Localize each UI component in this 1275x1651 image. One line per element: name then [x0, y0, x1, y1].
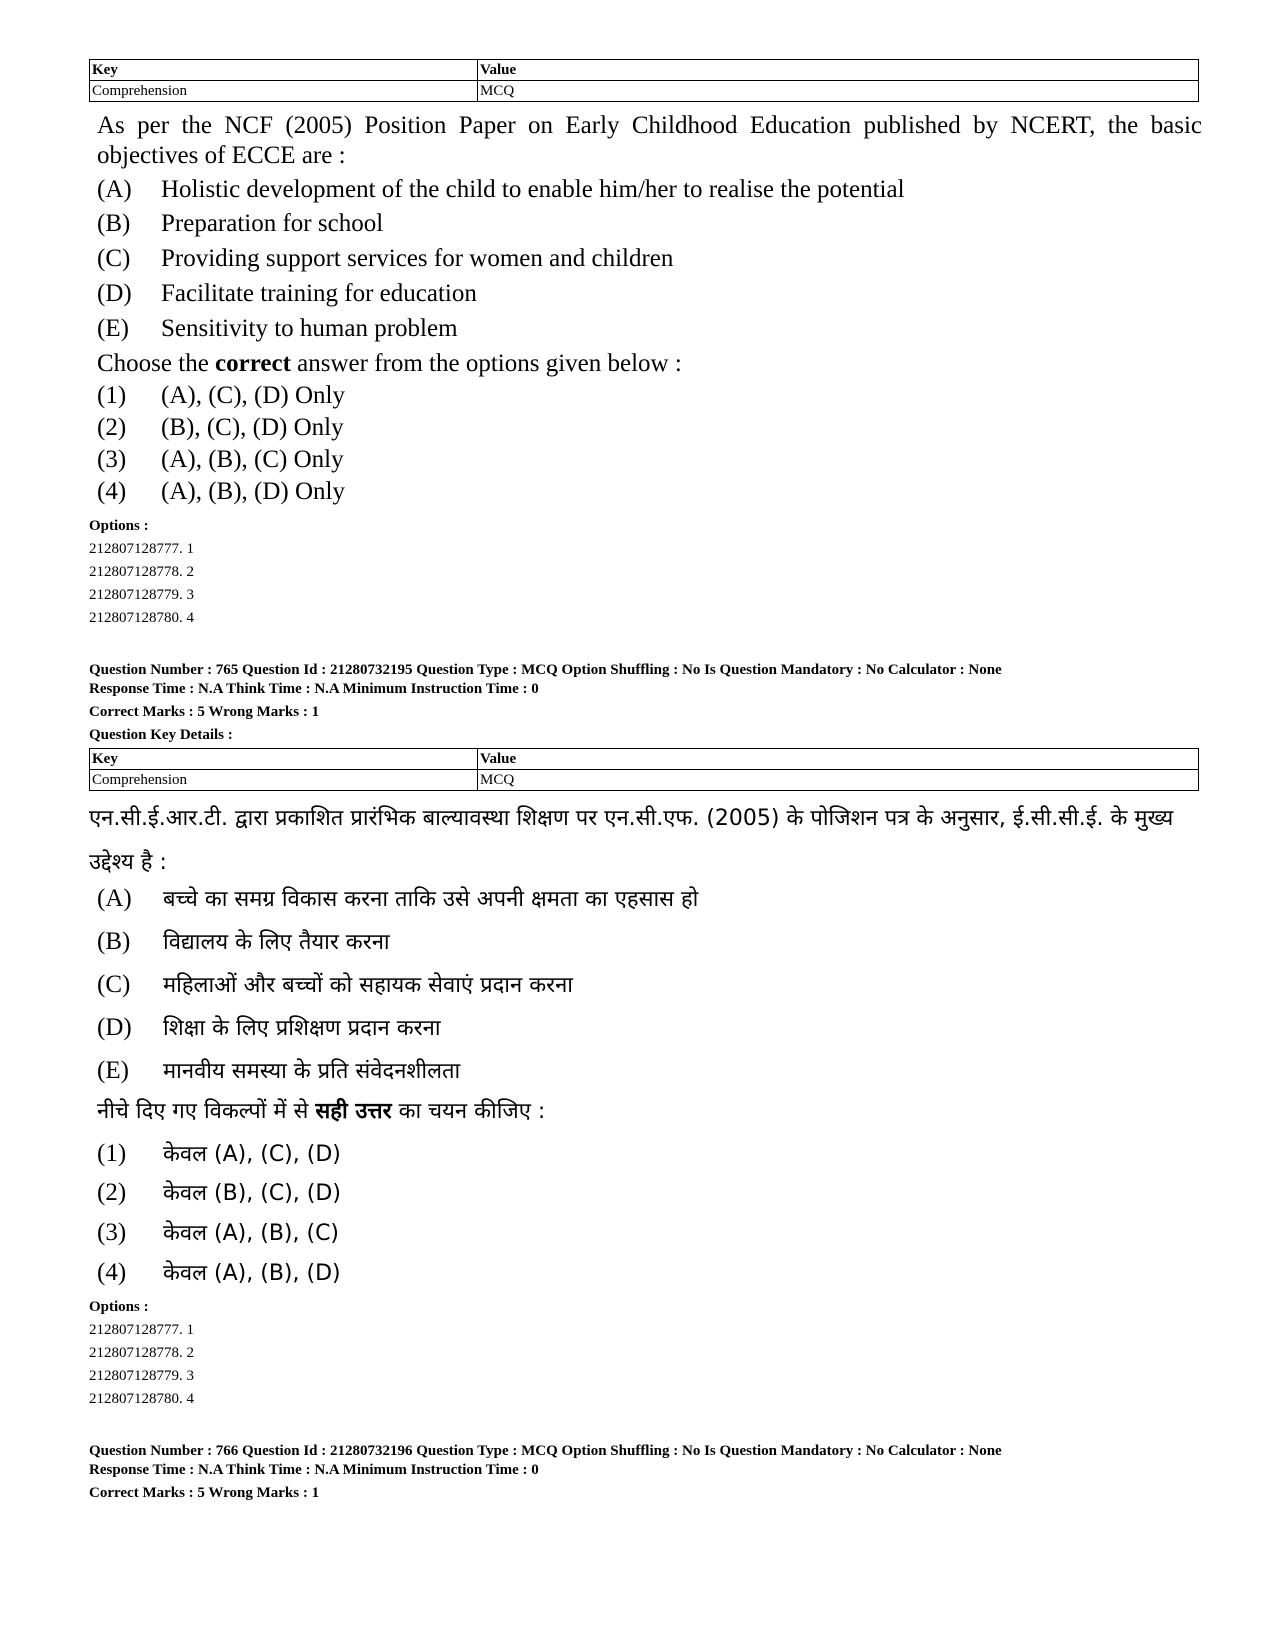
- instruction-text: Choose the: [97, 350, 216, 377]
- question-meta-line: Response Time : N.A Think Time : N.A Minimum Instruction Time : 0: [89, 1462, 539, 1478]
- statement-text: Facilitate training for education: [161, 280, 477, 307]
- choice-text: (A), (B), (C) Only: [161, 446, 344, 473]
- statement-text: Sensitivity to human problem: [161, 315, 458, 342]
- table-cell-value: MCQ: [478, 770, 1199, 791]
- question-stem-hindi: एन.सी.ई.आर.टी. द्वारा प्रकाशित प्रारंभिक बाल्यावस्था शिक्षण पर एन.सी.एफ. (2005) के पोजिशन पत्र के अनुसार, ई.सी.सी.ई. के मुख्य उद्देश्य है :: [89, 806, 1174, 875]
- options-label: Options :: [89, 518, 149, 534]
- table-row: [90, 770, 1199, 791]
- option-id: 212807128777. 1: [89, 541, 194, 557]
- question-meta-line: Question Number : 765 Question Id : 21280732195 Question Type : MCQ Option Shuffling : No Is Question Mandatory : No Calculator : None: [89, 662, 1002, 678]
- choice-4: [97, 477, 345, 507]
- choice-text: केवल (B), (C), (D): [163, 1181, 341, 1206]
- statement-label: (B): [97, 928, 131, 955]
- choice-2: [97, 1178, 341, 1209]
- table-header-value: Value: [478, 749, 1199, 770]
- marks-line: Correct Marks : 5 Wrong Marks : 1: [89, 1485, 320, 1501]
- statement-label: (C): [97, 245, 131, 272]
- statement-label: (D): [97, 280, 132, 307]
- table-header-key: Key: [90, 60, 478, 81]
- question-meta-line: Response Time : N.A Think Time : N.A Minimum Instruction Time : 0: [89, 681, 539, 697]
- choice-label: (4): [97, 478, 127, 505]
- question-meta-line: Question Number : 766 Question Id : 21280732196 Question Type : MCQ Option Shuffling : No Is Question Mandatory : No Calculator : None: [89, 1443, 1002, 1459]
- choice-label: (4): [97, 1259, 127, 1286]
- statement-text: Providing support services for women and children: [161, 245, 674, 272]
- key-details-label: Question Key Details :: [89, 727, 233, 743]
- statement-e: [97, 1056, 460, 1087]
- statement-text: मानवीय समस्या के प्रति संवेदनशीलता: [163, 1059, 461, 1084]
- choice-label: (2): [97, 1179, 127, 1206]
- choice-4: [97, 1258, 341, 1289]
- choice-3: [97, 445, 344, 475]
- option-id: 212807128780. 4: [89, 1391, 194, 1407]
- statement-d: [97, 279, 477, 309]
- instruction-bold-text: सही उत्तर: [315, 1099, 392, 1124]
- statement-label: (C): [97, 971, 131, 998]
- table-header-key: Key: [90, 749, 478, 770]
- choice-label: (2): [97, 414, 127, 441]
- statement-label: (A): [97, 885, 132, 912]
- choice-label: (1): [97, 382, 127, 409]
- statement-text: महिलाओं और बच्चों को सहायक सेवाएं प्रदान करना: [163, 973, 573, 998]
- statement-c: [97, 244, 673, 274]
- instruction-text: नीचे दिए गए विकल्पों में से: [97, 1099, 316, 1124]
- instruction-text: answer from the options given below :: [290, 350, 682, 377]
- answer-instruction: [97, 1097, 545, 1127]
- statement-text: Preparation for school: [161, 210, 384, 237]
- statement-label: (E): [97, 1057, 129, 1084]
- choice-text: केवल (A), (C), (D): [163, 1142, 341, 1167]
- table-cell-key: Comprehension: [90, 81, 478, 102]
- choice-text: केवल (A), (B), (D): [163, 1261, 341, 1286]
- choice-label: (3): [97, 1219, 127, 1246]
- statement-text: शिक्षा के लिए प्रशिक्षण प्रदान करना: [163, 1016, 441, 1041]
- table-row: [90, 81, 1199, 102]
- question-stem-english: As per the NCF (2005) Position Paper on Early Childhood Education published by NCERT, the basic objectives of ECCE are :: [97, 112, 1202, 169]
- table-header-value: Value: [478, 60, 1199, 81]
- answer-instruction: [97, 349, 682, 379]
- statement-b: [97, 209, 383, 239]
- statement-text: Holistic development of the child to enable him/her to realise the potential: [161, 176, 905, 203]
- statement-label: (A): [97, 176, 132, 203]
- choice-text: (B), (C), (D) Only: [161, 414, 344, 441]
- choice-text: (A), (B), (D) Only: [161, 478, 345, 505]
- statement-e: [97, 314, 458, 344]
- choice-3: [97, 1218, 339, 1249]
- statement-label: (E): [97, 315, 129, 342]
- statement-label: (B): [97, 210, 131, 237]
- statement-a: [97, 884, 698, 915]
- choice-label: (3): [97, 446, 127, 473]
- choice-text: केवल (A), (B), (C): [163, 1221, 340, 1246]
- table-header-row: [90, 60, 1199, 81]
- table-cell-key: Comprehension: [90, 770, 478, 791]
- statement-c: [97, 970, 573, 1001]
- statement-text: बच्चे का समग्र विकास करना ताकि उसे अपनी क्षमता का एहसास हो: [163, 887, 699, 912]
- options-label: Options :: [89, 1299, 149, 1315]
- option-id: 212807128779. 3: [89, 1368, 194, 1384]
- table-header-row: [90, 749, 1199, 770]
- key-value-table: [89, 748, 1199, 791]
- key-value-table: [89, 59, 1199, 102]
- choice-1: [97, 381, 345, 411]
- table-cell-value: MCQ: [478, 81, 1199, 102]
- option-id: 212807128778. 2: [89, 1345, 194, 1361]
- instruction-text: का चयन कीजिए :: [391, 1099, 546, 1124]
- choice-1: [97, 1139, 341, 1170]
- choice-label: (1): [97, 1140, 127, 1167]
- option-id: 212807128780. 4: [89, 610, 194, 626]
- statement-b: [97, 927, 390, 958]
- instruction-bold-text: correct: [215, 350, 291, 377]
- option-id: 212807128778. 2: [89, 564, 194, 580]
- choice-2: [97, 413, 344, 443]
- choice-text: (A), (C), (D) Only: [161, 382, 345, 409]
- option-id: 212807128779. 3: [89, 587, 194, 603]
- marks-line: Correct Marks : 5 Wrong Marks : 1: [89, 704, 320, 720]
- statement-label: (D): [97, 1014, 132, 1041]
- statement-d: [97, 1013, 441, 1044]
- statement-a: [97, 175, 905, 205]
- option-id: 212807128777. 1: [89, 1322, 194, 1338]
- statement-text: विद्यालय के लिए तैयार करना: [163, 930, 390, 955]
